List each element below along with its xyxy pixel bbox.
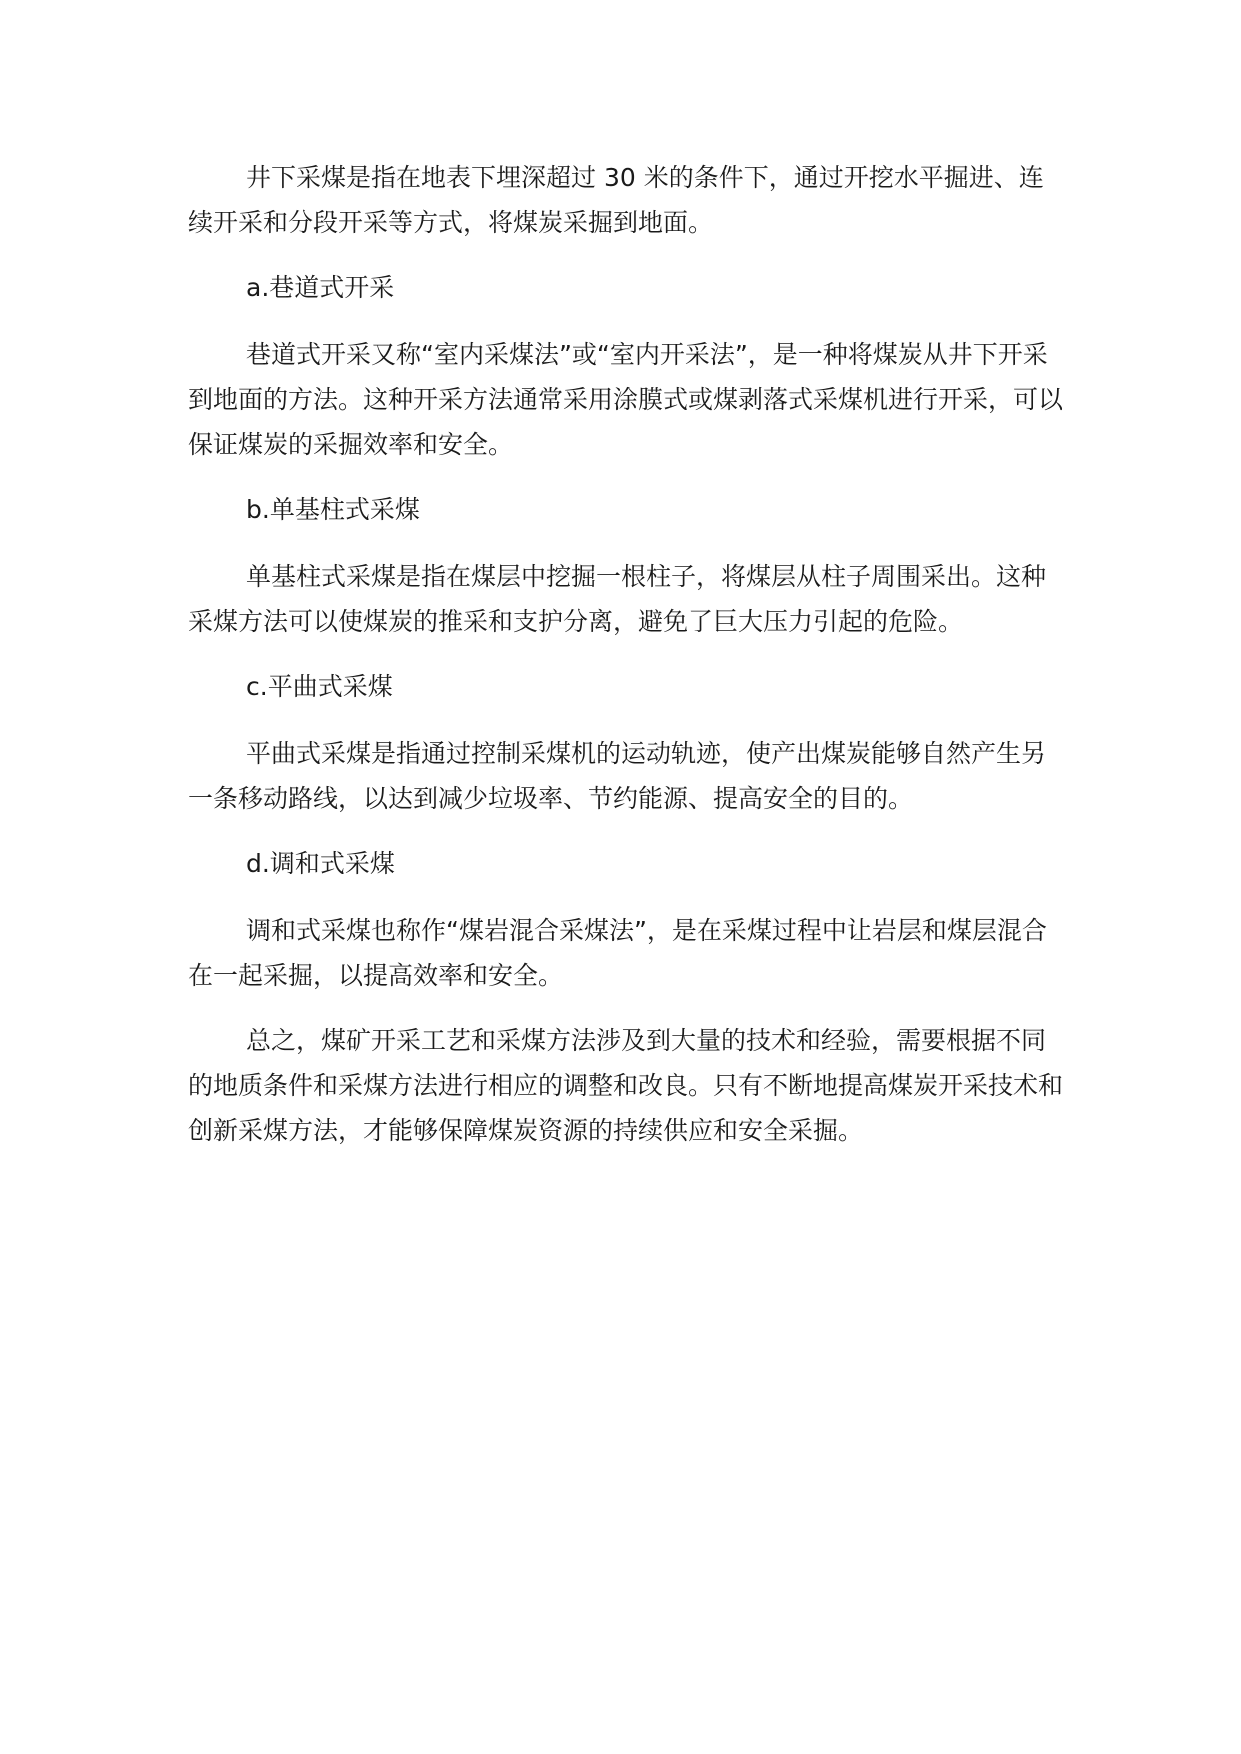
section-heading-d: d.调和式采煤: [246, 849, 395, 878]
paragraph-blended-mining: 调和式采煤也称作“煤岩混合采煤法”，是在采煤过程中让岩层和煤层混合在一起采掘，以提高效率和安全。: [188, 916, 1047, 990]
paragraph-conclusion: 总之，煤矿开采工艺和采煤方法涉及到大量的技术和经验，需要根据不同的地质条件和采煤方法进行相应的调整和改良。只有不断地提高煤炭开采技术和创新采煤方法，才能够保障煤炭资源的持续供应和安全采掘。: [188, 1026, 1064, 1145]
paragraph-single-pillar-mining: 单基柱式采煤是指在煤层中挖掘一根柱子，将煤层从柱子周围采出。这种采煤方法可以使煤炭的推采和支护分离，避免了巨大压力引起的危险。: [188, 562, 1047, 636]
document-body: [188, 155, 1068, 1153]
section-heading-a: a.巷道式开采: [246, 273, 395, 302]
paragraph-roadway-mining: 巷道式开采又称“室内采煤法”或“室内开采法”，是一种将煤炭从井下开采到地面的方法。这种开采方法通常采用涂膜式或煤剥落式采煤机进行开采，可以保证煤炭的采掘效率和安全。: [188, 340, 1064, 459]
section-heading-b: b.单基柱式采煤: [246, 495, 420, 524]
paragraph-flat-curve-mining: 平曲式采煤是指通过控制采煤机的运动轨迹，使产出煤炭能够自然产生另一条移动路线，以达到减少垃圾率、节约能源、提高安全的目的。: [188, 739, 1047, 813]
paragraph-intro: 井下采煤是指在地表下埋深超过 30 米的条件下，通过开挖水平掘进、连续开采和分段开采等方式，将煤炭采掘到地面。: [188, 163, 1044, 237]
section-heading-c: c.平曲式采煤: [246, 672, 393, 701]
